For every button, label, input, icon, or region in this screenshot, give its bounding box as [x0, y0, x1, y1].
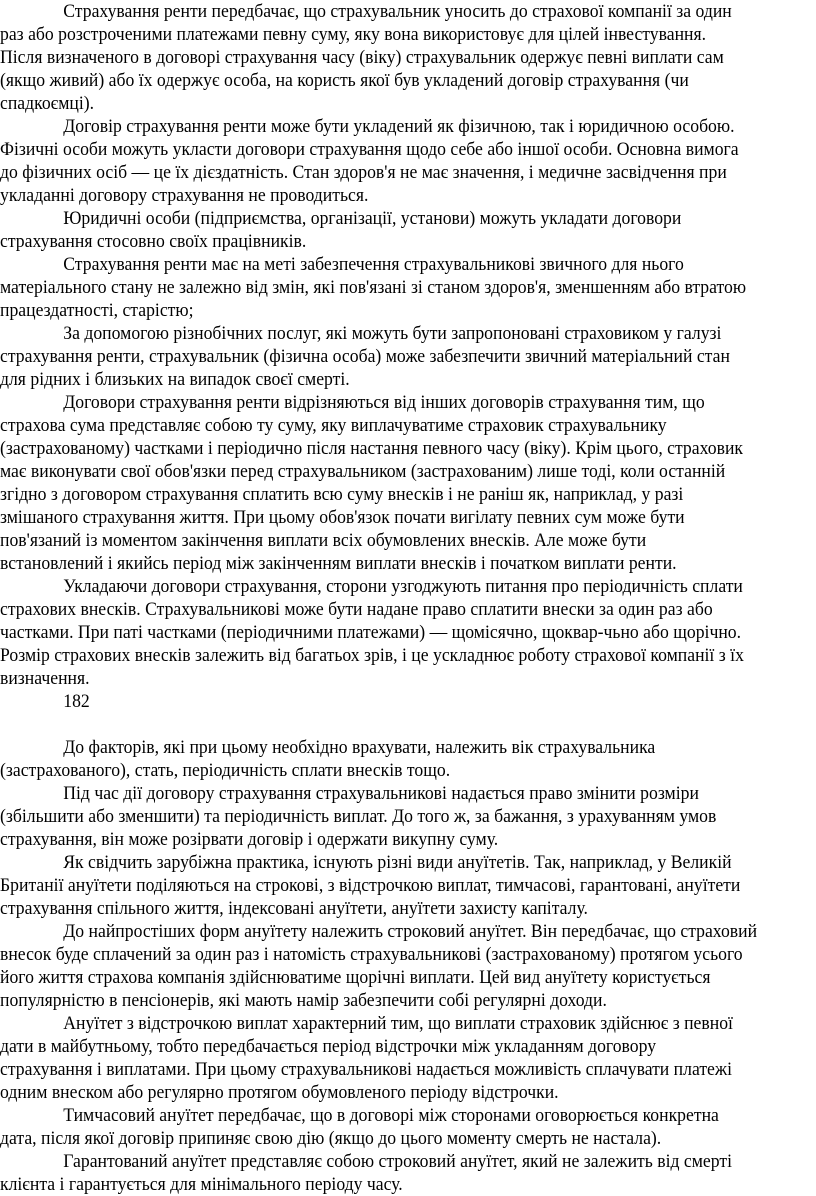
paragraph	[0, 851, 816, 920]
text-line: страхування ренти, страхувальник (фізична особа) може забезпечити звичний матеріальний стан	[0, 346, 730, 367]
text-line: Укладаючи договори страхування, сторони узгоджують питання про періодичність сплати	[63, 576, 743, 597]
paragraph	[0, 575, 816, 690]
paragraph	[0, 115, 816, 207]
text-line: внесок буде сплачений за один раз і натомість страхувальникові (застрахованому) протягом усього	[0, 944, 743, 965]
text-line: (якщо живий) або їх одержує особа, на користь якої був укладений договір страхування (чи	[0, 70, 689, 91]
text-line: страхування і виплатами. При цьому страхувальникові надається можливість сплачувати платежі	[0, 1059, 733, 1080]
text-line: Страхування ренти передбачає, що страхувальник уносить до страхової компанії за один	[63, 1, 732, 22]
text-line: страхування стосовно своїх працівників.	[0, 231, 307, 252]
blank-line	[0, 713, 816, 736]
paragraph	[0, 782, 816, 851]
paragraph	[0, 920, 816, 1012]
text-line: Договір страхування ренти може бути укладений як фізичною, так і юридичною особою.	[63, 116, 735, 137]
paragraph	[0, 253, 816, 322]
text-line: частками. При паті частками (періодичними платежами) — щомісячно, щоквар-чьно або щорічно.	[0, 622, 742, 643]
text-line: матеріального стану не залежно від змін, які пов'язані зі станом здоров'я, зменшенням або втратою	[0, 277, 747, 298]
text-line: Як свідчить зарубіжна практика, існують різні види ануїтетів. Так, наприклад, у Великій	[63, 852, 732, 873]
paragraph	[0, 391, 816, 575]
text-line: страхова сума представляє собою ту суму, яку виплачуватиме страховик страхувальнику	[0, 415, 667, 436]
paragraph	[0, 0, 816, 115]
text-line: Під час дії договору страхування страхувальникові надається право змінити розміри	[63, 783, 699, 804]
text-line: Фізичні особи можуть укласти договори страхування щодо себе або іншої особи. Основна вимога	[0, 139, 739, 160]
text-line: Британії ануїтети поділяються на строкові, з відстрочкою виплат, тимчасові, гарантовані, ануїтети	[0, 875, 741, 896]
text-line: пов'язаний із моментом закінчення виплати всіх обумовлених внесків. Але може бути	[0, 530, 647, 551]
text-line: (збільшити або зменшити) та періодичність виплат. До того ж, за бажання, з урахуванням умов	[0, 806, 717, 827]
paragraph	[0, 1150, 816, 1196]
text-line: Розмір страхових внесків залежить від багатьох зрів, і це ускладнює роботу страхової компанії з їх	[0, 645, 744, 666]
text-line: до фізичних осіб — це їх дієздатність. Стан здоров'я не має значення, і медичне засвідчення при	[0, 162, 727, 183]
text-line: популярністю в пенсіонерів, які мають намір забезпечити собі регулярні доходи.	[0, 990, 607, 1011]
text-line: До найпростіших форм ануїтету належить строковий ануїтет. Він передбачає, що страховий	[63, 921, 758, 942]
text-line: За допомогою різнобічних послуг, які можуть бути запропоновані страховиком у галузі	[63, 323, 722, 344]
text-line: Страхування ренти має на меті забезпечення страхувальникові звичного для нього	[63, 254, 684, 275]
text-line: Договори страхування ренти відрізняються від інших договорів страхування тим, що	[63, 392, 705, 413]
text-line: страхування, він може розірвати договір і одержати викупну суму.	[0, 829, 499, 850]
text-line: До факторів, які при цьому необхідно врахувати, належить вік страхувальника	[63, 737, 656, 758]
text-line: дата, після якої договір припиняє свою дію (якщо до цього моменту смерть не настала).	[0, 1128, 662, 1149]
document-body-bottom	[0, 736, 816, 1196]
page-number: 182	[63, 691, 90, 712]
text-line: його життя страхова компанія здійснюватиме щорічні виплати. Цей вид ануїтету користується	[0, 967, 711, 988]
text-line: для рідних і близьких на випадок своєї смерті.	[0, 369, 350, 390]
text-line: працездатності, старістю;	[0, 300, 194, 321]
paragraph	[0, 322, 816, 391]
text-line: укладанні договору страхування не проводиться.	[0, 185, 369, 206]
text-line: Тимчасовий ануїтет передбачає, що в договорі між сторонами оговорюється конкретна	[63, 1105, 719, 1126]
text-line: (застрахованому) частками і періодично після настання певного часу (віку). Крім цього, страховик	[0, 438, 743, 459]
text-line: змішаного страхування життя. При цьому обов'язок почати вигілату певних сум може бути	[0, 507, 685, 528]
text-line: страхових внесків. Страхувальникові може бути надане право сплатити внески за один раз або	[0, 599, 713, 620]
text-line: страхування спільного життя, індексовані ануїтети, ануїтети захисту капіталу.	[0, 898, 588, 919]
text-line: спадкоємці).	[0, 93, 95, 114]
text-line: Після визначеного в договорі страхування часу (віку) страхувальник одержує певні виплати сам	[0, 47, 724, 68]
text-line: згідно з договором страхування сплатить всю суму внесків і не раніш як, наприклад, у разі	[0, 484, 684, 505]
text-line: Юридичні особи (підприємства, організації, установи) можуть укладати договори	[63, 208, 682, 229]
text-line: (застрахованого), стать, періодичність сплати внесків тощо.	[0, 760, 451, 781]
text-line: встановлений і якийсь період між закінченням виплати внесків і початком виплати ренти.	[0, 553, 677, 574]
text-line: дати в майбутньому, тобто передбачається період відстрочки між укладанням договору	[0, 1036, 657, 1057]
text-line: Ануїтет з відстрочкою виплат характерний тим, що виплати страховик здійснює з певної	[63, 1013, 733, 1034]
paragraph	[0, 736, 816, 782]
text-line: має виконувати свої обов'язки перед страхувальником (застрахованим) лише тоді, коли останній	[0, 461, 726, 482]
paragraph	[0, 207, 816, 253]
text-line: Гарантований ануїтет представляє собою строковий ануїтет, який не залежить від смерті	[63, 1151, 733, 1172]
paragraph	[0, 1012, 816, 1104]
text-line: раз або розстроченими платежами певну суму, яку вона використовує для цілей інвестування.	[0, 24, 707, 45]
text-line: одним внеском або регулярно протягом обумовленого періоду відстрочки.	[0, 1082, 559, 1103]
text-line: клієнта і гарантується для мінімального періоду часу.	[0, 1174, 403, 1195]
paragraph	[0, 1104, 816, 1150]
text-line: визначення.	[0, 668, 90, 689]
